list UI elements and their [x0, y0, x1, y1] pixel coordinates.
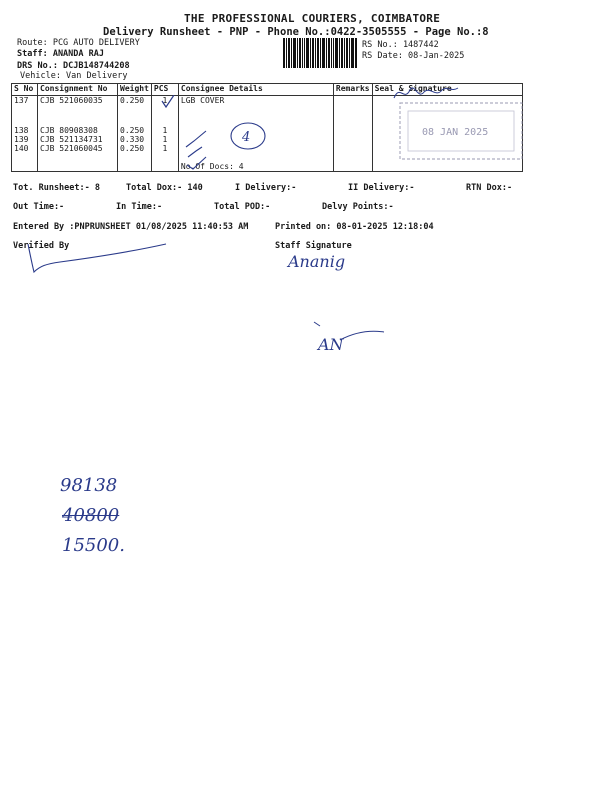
- entered-by: Entered By :PNPRUNSHEET 01/08/2025 11:40:53 AM: [13, 222, 249, 232]
- col-pcs-header: PCS: [151, 84, 178, 96]
- row-139-sno: 139: [14, 135, 29, 144]
- tot-runsheet: Tot. Runsheet:- 8: [13, 183, 100, 193]
- handwritten-number-3: 15500.: [62, 535, 125, 556]
- runsheet-title: Delivery Runsheet - PNP - Phone No.:0422-3505555 - Page No.:8: [103, 26, 489, 38]
- col-weight-header: Weight: [118, 84, 152, 96]
- total-pod: Total POD:-: [214, 202, 271, 212]
- circled-count-text: 4: [242, 130, 251, 145]
- row-140-weight: 0.250: [120, 144, 145, 153]
- printed-on: Printed on: 08-01-2025 12:18:04: [275, 222, 434, 232]
- ii-delivery: II Delivery:-: [348, 183, 415, 193]
- col-sno-header: S No: [12, 84, 38, 96]
- row-140-cons: CJB 521060045: [40, 144, 103, 153]
- circled-count-icon: [228, 120, 268, 152]
- i-delivery: I Delivery:-: [235, 183, 297, 193]
- verified-by-label: Verified By: [13, 241, 70, 251]
- row-140-pcs: 1: [162, 144, 168, 153]
- staff-signature-text: Ananig: [288, 252, 346, 271]
- handwritten-number-1: 98138: [60, 475, 118, 496]
- row-137-sno: 137: [14, 96, 29, 105]
- col-seal-header: Seal & Signature: [372, 84, 522, 96]
- out-time: Out Time:-: [13, 202, 65, 212]
- col-remarks-header: Remarks: [333, 84, 372, 96]
- route-label: Route: PCG AUTO DELIVERY: [17, 38, 140, 48]
- rs-no-label: RS No.: 1487442: [362, 40, 439, 50]
- row-137-cons: CJB 521060035: [40, 96, 103, 105]
- row-138-sno: 138: [14, 126, 29, 135]
- col-consignment-header: Consignment No: [38, 84, 118, 96]
- verified-signature-scribble: [20, 240, 170, 280]
- row-139-pcs: 1: [162, 135, 168, 144]
- seal-signature-scribble: [392, 80, 462, 104]
- no-of-docs-label: No.Of Docs: 4: [180, 162, 244, 171]
- barcode-image: [283, 38, 357, 68]
- in-time: In Time:-: [116, 202, 163, 212]
- remarks-cell: [333, 96, 372, 172]
- row-137-details: LGB COVER: [180, 96, 225, 105]
- row-138-cons: CJB 80908308: [40, 126, 98, 135]
- staff-signature-label: Staff Signature: [275, 241, 352, 251]
- company-title: THE PROFESSIONAL COURIERS, COIMBATORE: [184, 12, 441, 25]
- delvy-points: Delvy Points:-: [322, 202, 394, 212]
- row-139-cons: CJB 521134731: [40, 135, 103, 144]
- mid-signature-text: AN: [318, 335, 344, 354]
- stamp-date: 08 JAN 2025: [422, 127, 489, 138]
- rtn-dox: RTN Dox:-: [466, 183, 513, 193]
- received-stamp-image: [390, 95, 530, 165]
- handwritten-number-2: 40800: [62, 505, 120, 526]
- row-139-weight: 0.330: [120, 135, 145, 144]
- weight-cell: [118, 96, 152, 172]
- sno-cell: [12, 96, 38, 172]
- tick-marks-icon: [160, 95, 220, 175]
- mid-signature-scribble: [310, 320, 390, 356]
- row-137-pcs: 1: [162, 96, 168, 105]
- consignment-cell: [38, 96, 118, 172]
- vehicle-label: Vehicle: Van Delivery: [20, 71, 128, 81]
- row-138-pcs: 1: [162, 126, 168, 135]
- col-consignee-header: Consignee Details: [178, 84, 333, 96]
- row-137-weight: 0.250: [120, 96, 145, 105]
- total-dox: Total Dox:- 140: [126, 183, 203, 193]
- row-140-sno: 140: [14, 144, 29, 153]
- drs-label: DRS No.: DCJB148744208: [17, 61, 130, 71]
- row-138-weight: 0.250: [120, 126, 145, 135]
- staff-label: Staff: ANANDA RAJ: [17, 49, 104, 59]
- rs-date-label: RS Date: 08-Jan-2025: [362, 51, 465, 61]
